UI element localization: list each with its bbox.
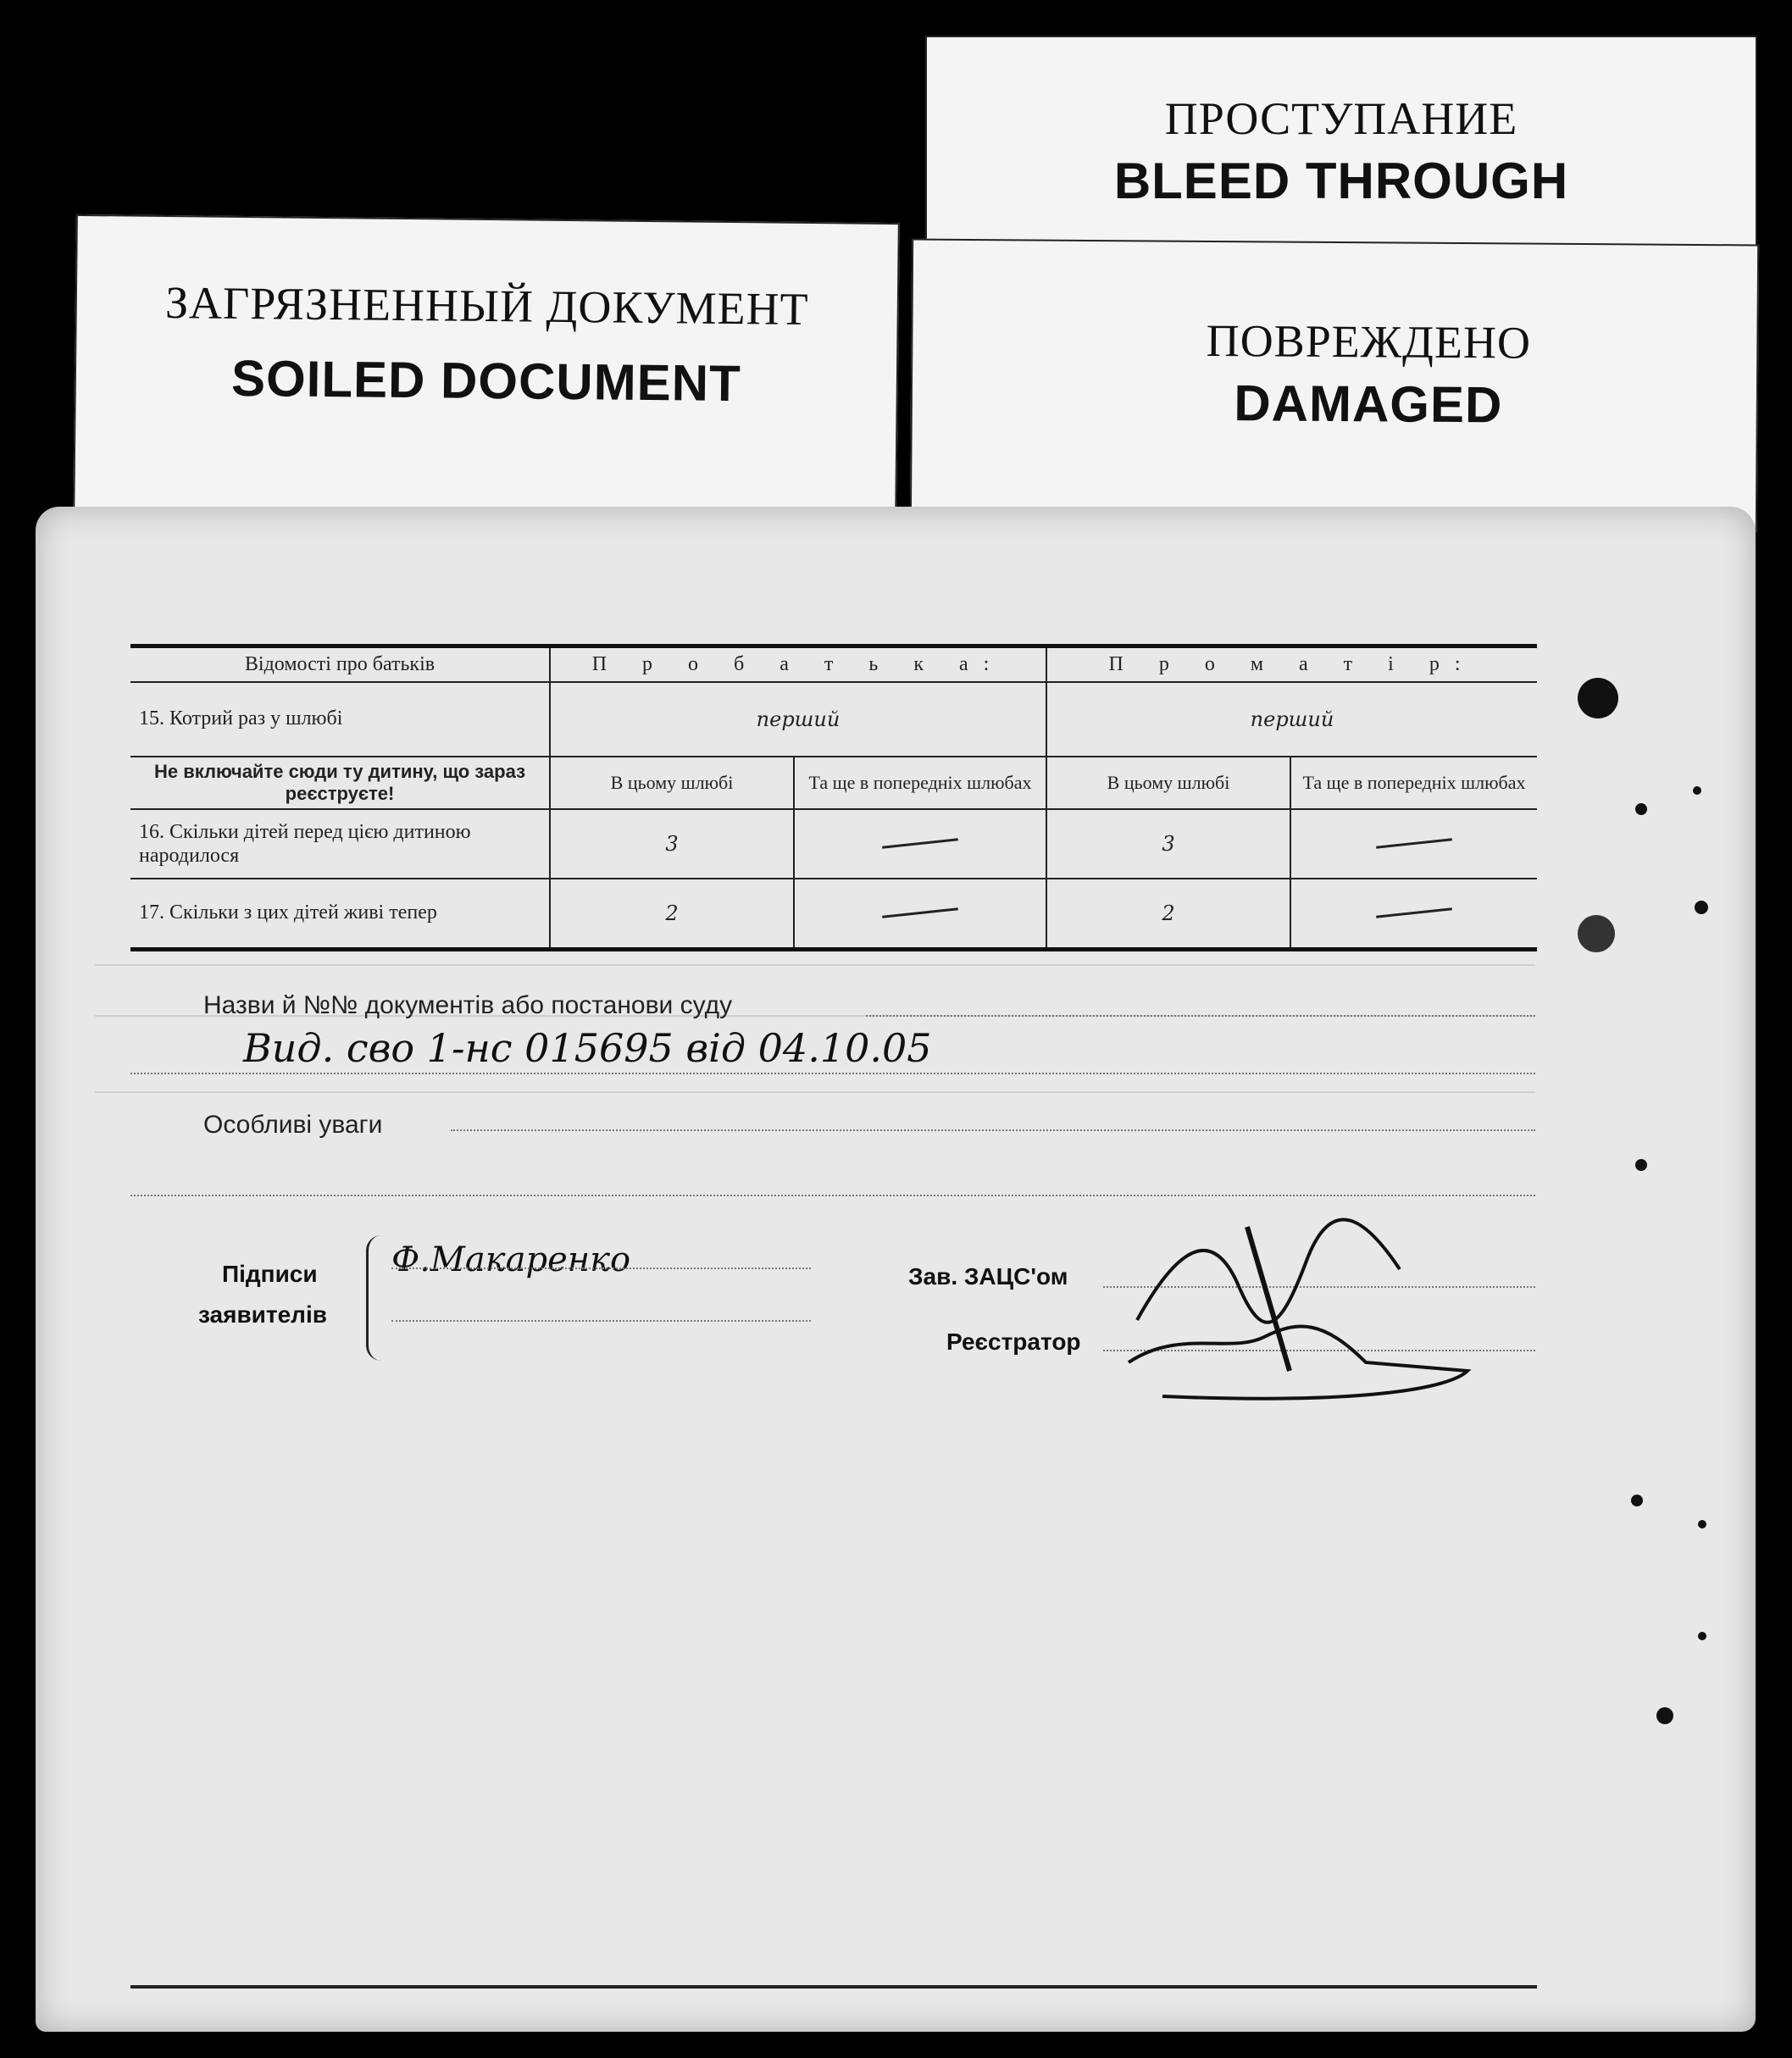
signature-brace bbox=[366, 1235, 384, 1361]
row-16-label: 16. Скільки дітей перед цією дитиною народилося bbox=[130, 809, 550, 879]
row-16-mother-this: 3 bbox=[1046, 809, 1290, 879]
row-17-father-this: 2 bbox=[550, 879, 794, 950]
binding-hole bbox=[1578, 678, 1618, 718]
row-17-father-prev bbox=[794, 879, 1046, 950]
remarks-label: Особливі уваги bbox=[203, 1111, 383, 1139]
row-16-father-this: 3 bbox=[550, 809, 794, 879]
mother-prev-marriages-header: Та ще в попередніх шлюбах bbox=[1290, 757, 1537, 809]
row-16-mother-prev bbox=[1290, 809, 1537, 879]
subheader-row bbox=[130, 757, 1537, 809]
binding-mark bbox=[1631, 1495, 1643, 1506]
applicants-label-2: заявителів bbox=[198, 1301, 327, 1328]
documents-label: Назви й №№ документів або постанови суду bbox=[203, 991, 733, 1019]
bleed-through-line bbox=[95, 1091, 1535, 1093]
exclude-child-note: Не включайте сюди ту дитину, що зараз реєструєте! bbox=[130, 757, 550, 809]
dash-mark bbox=[882, 838, 958, 848]
damaged-card-russian: ПОВРЕЖДЕНО bbox=[1206, 314, 1532, 369]
row-16-father-prev bbox=[794, 809, 1046, 879]
documents-dotted-line-2 bbox=[130, 1073, 1535, 1074]
soiled-card-russian: ЗАГРЯЗНЕННЫЙ ДОКУМЕНТ bbox=[164, 277, 809, 335]
mother-this-marriage-header: В цьому шлюбі bbox=[1046, 757, 1290, 809]
father-this-marriage-header: В цьому шлюбі bbox=[550, 757, 794, 809]
applicant-dotted-line bbox=[391, 1268, 811, 1269]
bleed-card-english: BLEED THROUGH bbox=[1113, 153, 1569, 209]
bottom-rule bbox=[130, 1985, 1537, 1989]
document-sheet bbox=[36, 507, 1756, 2032]
bleed-through-line bbox=[95, 964, 1535, 966]
binding-mark bbox=[1656, 1707, 1673, 1724]
father-prev-marriages-header: Та ще в попередніх шлюбах bbox=[794, 757, 1046, 809]
applicant-dotted-line-2 bbox=[391, 1320, 811, 1322]
row-15-father-value: перший bbox=[550, 682, 1046, 757]
row-15 bbox=[130, 682, 1537, 757]
bleed-card-russian: ПРОСТУПАНИЕ bbox=[1164, 93, 1518, 144]
header-mother: П р о м а т і р: bbox=[1046, 646, 1537, 682]
dash-mark bbox=[882, 908, 958, 918]
row-16 bbox=[130, 809, 1537, 879]
row-15-mother-value: перший bbox=[1046, 682, 1537, 757]
dash-mark bbox=[1376, 908, 1452, 918]
registrar-label: Реєстратор bbox=[946, 1329, 1081, 1355]
binding-mark bbox=[1693, 786, 1701, 795]
row-17-mother-prev bbox=[1290, 879, 1537, 950]
binding-mark bbox=[1635, 803, 1647, 815]
head-zags-label: Зав. ЗАЦС'ом bbox=[908, 1263, 1068, 1290]
damaged-card bbox=[910, 239, 1759, 533]
remarks-dotted-line bbox=[451, 1129, 1535, 1131]
binding-mark bbox=[1695, 901, 1708, 914]
row-17-label: 17. Скільки з цих дітей живі тепер bbox=[130, 879, 550, 950]
documents-dotted-line bbox=[866, 1015, 1535, 1017]
binding-mark bbox=[1698, 1520, 1706, 1528]
header-father: П р о б а т ь к а: bbox=[550, 646, 1046, 682]
binding-hole bbox=[1578, 915, 1615, 952]
applicant-signature: Ф.Макаренко bbox=[391, 1240, 631, 1279]
soiled-document-card bbox=[73, 214, 900, 528]
official-signature bbox=[1112, 1193, 1510, 1413]
applicants-label-1: Підписи bbox=[222, 1261, 318, 1287]
soiled-card-english: SOILED DOCUMENT bbox=[230, 349, 742, 413]
row-15-label: 15. Котрий раз у шлюбі bbox=[130, 682, 550, 757]
binding-mark bbox=[1698, 1632, 1706, 1640]
table-header-row bbox=[130, 646, 1537, 682]
dash-mark bbox=[1376, 838, 1452, 848]
damaged-card-english: DAMAGED bbox=[1234, 374, 1503, 434]
row-17-mother-this: 2 bbox=[1046, 879, 1290, 950]
header-parents-info: Відомості про батьків bbox=[130, 646, 550, 682]
parents-info-table bbox=[130, 644, 1537, 951]
row-17 bbox=[130, 879, 1537, 950]
documents-value: Вид. сво 1-нс 015695 від 04.10.05 bbox=[243, 1025, 932, 1071]
binding-mark bbox=[1635, 1159, 1647, 1171]
